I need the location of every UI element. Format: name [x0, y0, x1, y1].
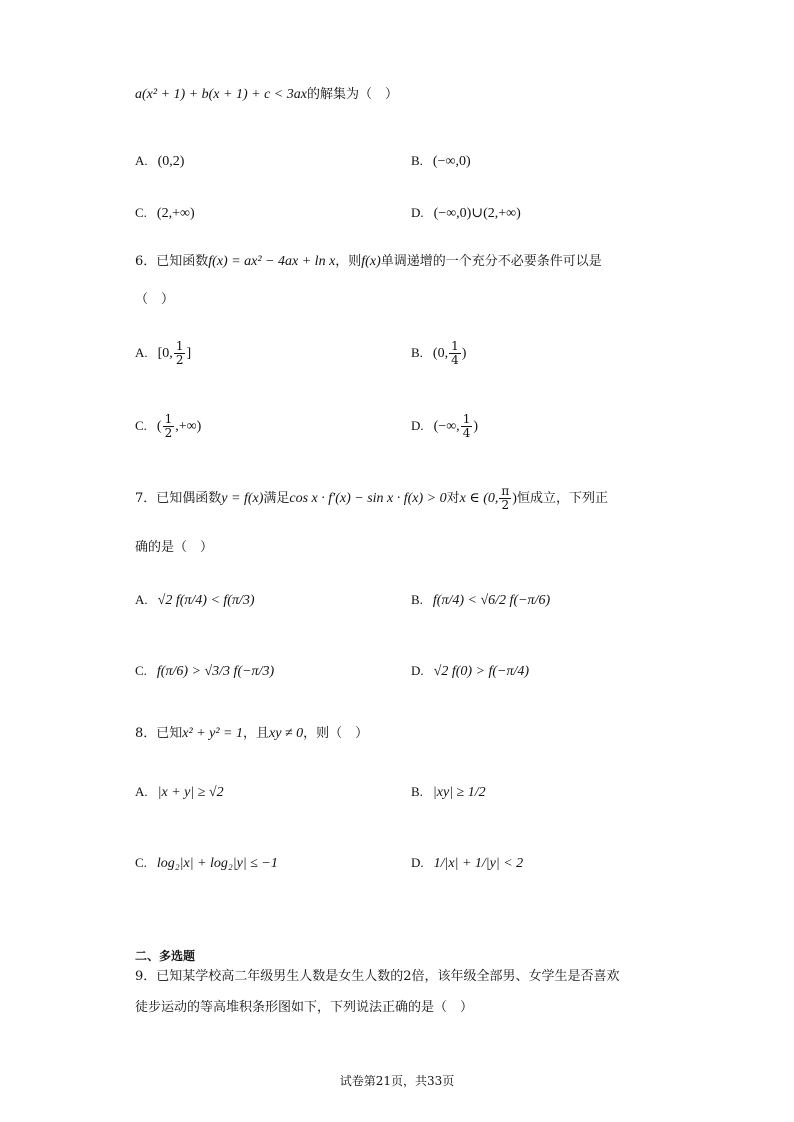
- q7-option-d[interactable]: D. √2 f(0) > f(−π/4): [411, 663, 530, 679]
- q6-option-d[interactable]: D. (−∞, $\frac{1}{4}$ ): [411, 412, 478, 440]
- q7-option-c[interactable]: C. f(π/6) > √3/3 f(−π/3): [135, 663, 275, 679]
- q7-option-a[interactable]: A. √2 f(π/4) < f(π/3): [135, 592, 255, 608]
- q7-condition: cos x · f′(x) − sin x · f(x) > 0: [289, 491, 447, 506]
- q6-a-fraction: $\frac{1}{2}$: [175, 339, 184, 367]
- q9-stem-line1: 9．已知某学校高二年级男生人数是女生人数的2倍，该年级全部男、女学生是否喜欢: [135, 969, 620, 984]
- q6-option-a[interactable]: A. [0, $\frac{1}{2}$ ]: [135, 339, 192, 367]
- q5-formula: a(x² + 1) + b(x + 1) + c < 3ax: [135, 87, 307, 102]
- q5-option-d[interactable]: D. (−∞,0)∪(2,+∞): [411, 205, 521, 221]
- q6-option-c[interactable]: C. ( $\frac{1}{2}$ ,+∞): [135, 412, 202, 440]
- q5-stem-text: 的解集为（ ）: [306, 87, 398, 102]
- q5-option-b[interactable]: B. (−∞,0): [411, 153, 471, 169]
- q6-d-fraction: $\frac{1}{4}$: [462, 412, 471, 440]
- q6-function: f(x) = ax² − 4ax + ln x: [208, 254, 336, 269]
- page-footer: 试卷第21页，共33页: [339, 1074, 455, 1088]
- q8-option-d[interactable]: D. 1/|x| + 1/|y| < 2: [411, 855, 524, 871]
- q5-option-c[interactable]: C. (2,+∞): [135, 205, 195, 221]
- q7-domain-fraction: $\frac{\pi}{2}$: [501, 484, 510, 512]
- q7-option-b[interactable]: B. f(π/4) < √6/2 f(−π/6): [411, 592, 551, 608]
- q5-stem: [135, 85, 398, 105]
- q6-paren: （ ）: [135, 292, 175, 307]
- q8-stem: 8．已知x² + y² = 1，且xy ≠ 0，则（ ）: [135, 726, 369, 741]
- q6-c-fraction: $\frac{1}{2}$: [164, 412, 173, 440]
- section-title-multiple-choice: 二、多选题: [135, 949, 196, 963]
- q6-option-b[interactable]: B. (0, $\frac{1}{4}$ ): [411, 339, 467, 367]
- q8-option-b[interactable]: B. |xy| ≥ 1/2: [411, 784, 486, 800]
- q7-stem: 7．已知偶函数y = f(x)满足cos x · f′(x) − sin x · f(x) > 0对x ∈ (0, $\frac{\pi}{2}$ )恒成立，下列正: [135, 484, 608, 512]
- q8-option-a[interactable]: A. |x + y| ≥ √2: [135, 784, 224, 800]
- q6-b-fraction: $\frac{1}{4}$: [451, 339, 459, 367]
- q9-stem-line2: 徒步运动的等高堆积条形图如下，下列说法正确的是（ ）: [135, 1000, 474, 1015]
- q7-stem-line2: 确的是（ ）: [135, 540, 214, 555]
- q5-option-a[interactable]: A. (0,2): [135, 153, 185, 169]
- q6-stem: 6．已知函数f(x) = ax² − 4ax + ln x，则f(x)单调递增的一个充分不必要条件可以是: [135, 254, 602, 269]
- q8-option-c[interactable]: C. log₂|x| + log₂|y| ≤ −1: [135, 855, 278, 871]
